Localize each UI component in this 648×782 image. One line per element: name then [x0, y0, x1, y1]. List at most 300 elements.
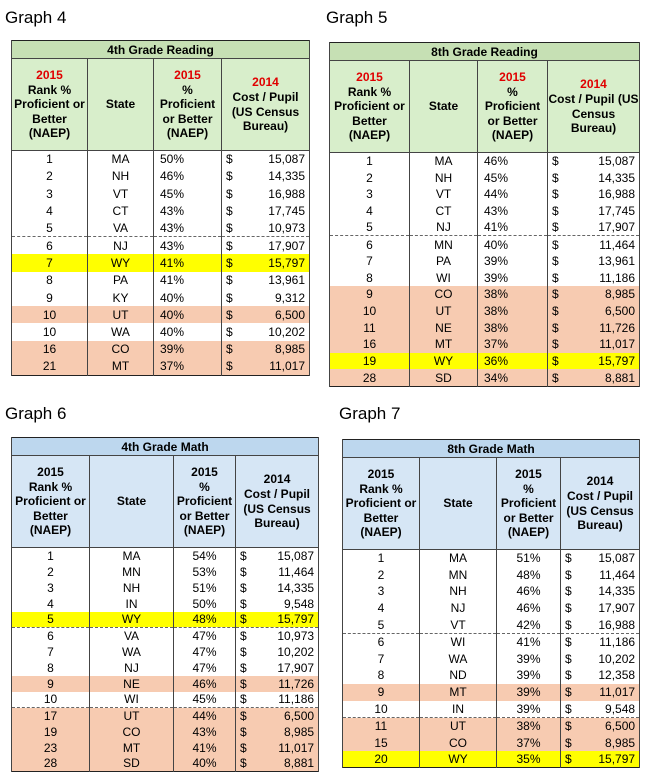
- cost-value: 15,797: [277, 612, 315, 627]
- pct-cell: 38%: [478, 319, 548, 336]
- dollar-sign: $: [240, 612, 247, 627]
- state-cell: KY: [88, 289, 154, 306]
- cost-cell: [222, 289, 310, 306]
- cost-label: Cost / Pupil (US Census Bureau): [231, 89, 300, 134]
- dollar-sign: $: [226, 186, 233, 201]
- cost-value: 13,961: [268, 273, 305, 288]
- dollar-sign: $: [565, 701, 572, 716]
- pct-cell: 48%: [497, 566, 561, 583]
- state-column-header: State: [420, 458, 497, 550]
- dollar-sign: $: [552, 354, 559, 369]
- rank-cell: 2: [12, 168, 88, 185]
- cost-cell: [222, 358, 310, 375]
- rank-cell: 8: [12, 660, 90, 676]
- dollar-sign: $: [240, 676, 247, 691]
- rank-year: 2015: [36, 67, 63, 82]
- pct-cell: 41%: [174, 740, 236, 756]
- cost-value: 8,985: [605, 735, 636, 750]
- table-row: [343, 650, 640, 667]
- table-row: [12, 724, 319, 740]
- state-cell: UT: [420, 717, 497, 734]
- dollar-sign: $: [552, 287, 559, 302]
- table-row: [12, 548, 319, 564]
- rank-cell: 4: [343, 600, 420, 617]
- cost-cell: [222, 185, 310, 202]
- pct-year: 2015: [515, 466, 542, 481]
- cost-value: 8,881: [604, 370, 635, 385]
- state-cell: IN: [90, 596, 174, 612]
- cost-value: 17,907: [277, 660, 315, 675]
- cost-cell: [236, 644, 319, 660]
- cost-column-header: [548, 61, 640, 153]
- rank-cell: 2: [12, 564, 90, 580]
- dollar-sign: $: [240, 724, 247, 739]
- table-row: [12, 756, 319, 772]
- rank-cell: 10: [12, 692, 90, 708]
- cost-value: 15,797: [268, 255, 305, 270]
- rank-column-header: [343, 458, 420, 550]
- cost-value: 15,797: [598, 752, 636, 767]
- cost-value: 11,017: [278, 740, 315, 755]
- rank-cell: 8: [12, 272, 88, 289]
- pct-cell: 37%: [154, 358, 222, 375]
- cost-value: 9,312: [274, 290, 305, 305]
- state-cell: WI: [90, 692, 174, 708]
- cost-value: 9,548: [284, 596, 315, 611]
- table-row: [330, 369, 640, 386]
- table-row: [343, 667, 640, 684]
- table-row: [330, 253, 640, 270]
- table-row: [330, 186, 640, 203]
- table-row: [330, 336, 640, 353]
- cost-value: 6,500: [284, 708, 315, 723]
- pct-cell: 51%: [497, 550, 561, 567]
- cost-cell: [561, 684, 640, 701]
- pct-cell: 34%: [478, 369, 548, 386]
- pct-cell: 42%: [497, 617, 561, 634]
- state-cell: CO: [410, 286, 478, 303]
- table-row: [12, 272, 310, 289]
- cost-cell: [236, 676, 319, 692]
- cost-value: 10,973: [268, 221, 305, 236]
- cost-value: 6,500: [274, 307, 305, 322]
- pct-cell: 46%: [478, 153, 548, 170]
- pct-cell: 36%: [478, 353, 548, 370]
- pct-cell: 40%: [154, 323, 222, 340]
- pct-label: % Proficient or Better (NAEP): [159, 82, 216, 141]
- cost-value: 11,186: [278, 692, 315, 707]
- cost-label: Cost / Pupil (US Census Bureau): [566, 488, 634, 533]
- cost-cell: [222, 254, 310, 271]
- dollar-sign: $: [565, 668, 572, 683]
- pct-cell: 44%: [174, 708, 236, 724]
- cost-cell: [222, 272, 310, 289]
- cost-cell: [548, 319, 640, 336]
- pct-year: 2015: [191, 464, 218, 479]
- rank-cell: 3: [12, 185, 88, 202]
- rank-cell: 17: [12, 708, 90, 724]
- rank-cell: 11: [343, 717, 420, 734]
- pct-cell: 46%: [497, 583, 561, 600]
- dollar-sign: $: [552, 170, 559, 185]
- rank-cell: 6: [12, 237, 88, 254]
- rank-cell: 19: [12, 724, 90, 740]
- table-row: [343, 701, 640, 718]
- table-row: [12, 580, 319, 596]
- cost-cell: [548, 253, 640, 270]
- cost-column-header: [236, 456, 319, 548]
- cost-cell: [548, 303, 640, 320]
- dollar-sign: $: [552, 253, 559, 268]
- cost-value: 8,881: [284, 756, 315, 771]
- pct-cell: 40%: [478, 236, 548, 253]
- dollar-sign: $: [565, 601, 572, 616]
- cost-column-header: [222, 59, 310, 151]
- cost-value: 16,988: [598, 617, 636, 632]
- rank-cell: 20: [343, 751, 420, 768]
- cost-cell: [236, 612, 319, 628]
- dollar-sign: $: [226, 290, 233, 305]
- pct-label: % Proficient or Better (NAEP): [484, 84, 541, 143]
- table-row: [343, 633, 640, 650]
- cost-cell: [236, 548, 319, 564]
- pct-cell: 39%: [478, 253, 548, 270]
- cost-value: 17,745: [598, 203, 635, 218]
- rank-cell: 5: [12, 220, 88, 237]
- cost-value: 17,907: [598, 601, 636, 616]
- state-cell: NJ: [90, 660, 174, 676]
- dollar-sign: $: [565, 584, 572, 599]
- table-row: [12, 596, 319, 612]
- cost-value: 15,087: [277, 548, 315, 563]
- cost-value: 10,202: [268, 325, 305, 340]
- cost-cell: [236, 580, 319, 596]
- state-cell: PA: [88, 272, 154, 289]
- table-row: [330, 353, 640, 370]
- table-row: [330, 236, 640, 253]
- dollar-sign: $: [226, 204, 233, 219]
- cost-cell: [561, 583, 640, 600]
- rank-cell: 10: [12, 323, 88, 340]
- cost-value: 10,973: [277, 628, 315, 643]
- rank-cell: 10: [12, 306, 88, 323]
- dollar-sign: $: [240, 548, 247, 563]
- pct-cell: 39%: [478, 269, 548, 286]
- table-row: [343, 566, 640, 583]
- cost-value: 11,017: [599, 337, 635, 352]
- pct-cell: 39%: [497, 684, 561, 701]
- pct-label: % Proficient or Better (NAEP): [176, 479, 233, 538]
- pct-cell: 50%: [154, 151, 222, 168]
- cost-cell: [548, 186, 640, 203]
- table-row: [12, 564, 319, 580]
- cost-cell: [561, 751, 640, 768]
- state-cell: CO: [90, 724, 174, 740]
- cost-cell: [236, 660, 319, 676]
- state-cell: UT: [90, 708, 174, 724]
- cost-value: 8,985: [604, 287, 635, 302]
- pct-cell: 39%: [497, 701, 561, 718]
- table-title: 4th Grade Math: [12, 438, 319, 456]
- dollar-sign: $: [552, 237, 559, 252]
- state-cell: MT: [88, 358, 154, 375]
- pct-cell: 51%: [174, 580, 236, 596]
- state-cell: ND: [420, 667, 497, 684]
- table-row: [343, 583, 640, 600]
- pct-cell: 43%: [154, 237, 222, 254]
- cost-cell: [548, 219, 640, 236]
- state-cell: MN: [90, 564, 174, 580]
- cost-value: 17,745: [268, 204, 305, 219]
- cost-value: 10,202: [277, 644, 315, 659]
- cost-cell: [236, 756, 319, 772]
- dollar-sign: $: [565, 635, 572, 650]
- state-cell: IN: [420, 701, 497, 718]
- table-row: [12, 708, 319, 724]
- rank-cell: 6: [330, 236, 410, 253]
- pct-column-header: [497, 458, 561, 550]
- cost-column-header: [561, 458, 640, 550]
- rank-cell: 1: [12, 548, 90, 564]
- state-cell: NE: [90, 676, 174, 692]
- pct-cell: 47%: [174, 628, 236, 644]
- table-row: [12, 151, 310, 168]
- cost-cell: [548, 353, 640, 370]
- table-row: [12, 358, 310, 375]
- pct-cell: 47%: [174, 644, 236, 660]
- state-column-header: State: [410, 61, 478, 153]
- cost-value: 11,464: [278, 564, 315, 579]
- cost-value: 14,335: [598, 584, 636, 599]
- graph-label: Graph 4: [5, 8, 67, 27]
- cost-value: 17,907: [598, 220, 635, 235]
- table-row: [12, 306, 310, 323]
- cost-year: 2014: [586, 474, 614, 489]
- rank-column-header: [330, 61, 410, 153]
- cost-cell: [222, 168, 310, 185]
- cost-cell: [548, 203, 640, 220]
- cost-label: Cost / Pupil (US Census Bureau): [548, 91, 639, 136]
- table-row: [12, 254, 310, 271]
- cost-value: 10,202: [598, 651, 636, 666]
- pct-cell: 39%: [497, 650, 561, 667]
- pct-cell: 41%: [154, 272, 222, 289]
- rank-cell: 7: [12, 644, 90, 660]
- pct-cell: 46%: [154, 168, 222, 185]
- table-row: [330, 169, 640, 186]
- graph-label: Graph 6: [5, 404, 67, 423]
- cost-value: 11,726: [599, 320, 635, 335]
- cost-cell: [561, 734, 640, 751]
- rank-cell: 4: [12, 596, 90, 612]
- cost-cell: [561, 650, 640, 667]
- cost-cell: [236, 724, 319, 740]
- dollar-sign: $: [240, 596, 247, 611]
- rank-cell: 5: [343, 617, 420, 634]
- rank-cell: 16: [12, 341, 88, 358]
- dollar-sign: $: [552, 270, 559, 285]
- table-row: [330, 269, 640, 286]
- dollar-sign: $: [226, 255, 233, 270]
- dollar-sign: $: [565, 735, 572, 750]
- pct-column-header: [174, 456, 236, 548]
- state-cell: VA: [88, 220, 154, 237]
- reading-8th-table: [329, 42, 640, 387]
- table-title: 4th Grade Reading: [12, 41, 310, 59]
- dollar-sign: $: [240, 580, 247, 595]
- cost-cell: [236, 596, 319, 612]
- rank-cell: 9: [343, 684, 420, 701]
- state-cell: WA: [420, 650, 497, 667]
- cost-cell: [222, 341, 310, 358]
- cost-value: 6,500: [604, 304, 635, 319]
- math-8th-table: [342, 439, 640, 768]
- table-row: [12, 202, 310, 219]
- table-row: [330, 219, 640, 236]
- dollar-sign: $: [552, 220, 559, 235]
- cost-value: 11,726: [278, 676, 315, 691]
- pct-cell: 41%: [497, 633, 561, 650]
- dollar-sign: $: [565, 617, 572, 632]
- state-cell: NJ: [410, 219, 478, 236]
- rank-cell: 9: [12, 289, 88, 306]
- table-row: [330, 153, 640, 170]
- state-cell: WA: [88, 323, 154, 340]
- rank-year: 2015: [367, 466, 395, 481]
- state-cell: WA: [90, 644, 174, 660]
- state-cell: NJ: [420, 600, 497, 617]
- rank-column-header: [12, 456, 90, 548]
- pct-cell: 45%: [174, 692, 236, 708]
- rank-label: Rank % Proficient or Better (NAEP): [334, 84, 405, 143]
- dollar-sign: $: [552, 320, 559, 335]
- state-cell: MT: [420, 684, 497, 701]
- rank-cell: 1: [12, 151, 88, 168]
- cost-value: 9,548: [605, 701, 636, 716]
- pct-cell: 37%: [497, 734, 561, 751]
- cost-cell: [236, 692, 319, 708]
- graph-label: Graph 5: [326, 8, 388, 27]
- dollar-sign: $: [226, 325, 233, 340]
- pct-cell: 45%: [154, 185, 222, 202]
- state-cell: NH: [88, 168, 154, 185]
- table-row: [12, 692, 319, 708]
- state-cell: CO: [88, 341, 154, 358]
- cost-cell: [222, 151, 310, 168]
- table-row: [12, 628, 319, 644]
- pct-cell: 40%: [154, 306, 222, 323]
- dollar-sign: $: [226, 359, 233, 374]
- rank-cell: 3: [12, 580, 90, 596]
- cost-cell: [561, 617, 640, 634]
- rank-cell: 16: [330, 336, 410, 353]
- state-cell: SD: [410, 369, 478, 386]
- cost-cell: [548, 336, 640, 353]
- dollar-sign: $: [226, 307, 233, 322]
- pct-cell: 38%: [478, 286, 548, 303]
- rank-cell: 4: [12, 202, 88, 219]
- table-row: [343, 734, 640, 751]
- dollar-sign: $: [240, 708, 247, 723]
- rank-cell: 5: [12, 612, 90, 628]
- dollar-sign: $: [552, 337, 559, 352]
- cost-value: 13,961: [598, 253, 635, 268]
- state-cell: PA: [410, 253, 478, 270]
- pct-cell: 47%: [174, 660, 236, 676]
- dollar-sign: $: [226, 273, 233, 288]
- cost-cell: [548, 236, 640, 253]
- math-4th-table: [11, 437, 319, 772]
- pct-year: 2015: [174, 67, 201, 82]
- pct-cell: 40%: [174, 756, 236, 772]
- cost-value: 8,985: [274, 342, 305, 357]
- pct-cell: 53%: [174, 564, 236, 580]
- cost-year: 2014: [252, 75, 279, 90]
- rank-year: 2015: [356, 69, 383, 84]
- cost-cell: [222, 202, 310, 219]
- cost-value: 16,988: [268, 186, 305, 201]
- table-row: [12, 676, 319, 692]
- cost-value: 15,087: [598, 551, 636, 566]
- pct-cell: 41%: [154, 254, 222, 271]
- pct-column-header: [478, 61, 548, 153]
- cost-value: 14,335: [268, 169, 305, 184]
- rank-cell: 6: [343, 633, 420, 650]
- dollar-sign: $: [240, 644, 247, 659]
- rank-cell: 5: [330, 219, 410, 236]
- state-cell: NH: [90, 580, 174, 596]
- rank-cell: 2: [343, 566, 420, 583]
- cost-value: 15,087: [268, 152, 305, 167]
- state-cell: NE: [410, 319, 478, 336]
- rank-cell: 10: [330, 303, 410, 320]
- rank-cell: 1: [343, 550, 420, 567]
- pct-label: % Proficient or Better (NAEP): [500, 481, 557, 540]
- state-cell: NH: [420, 583, 497, 600]
- cost-cell: [548, 153, 640, 170]
- cost-cell: [561, 550, 640, 567]
- state-cell: WY: [90, 612, 174, 628]
- cost-cell: [561, 667, 640, 684]
- cost-value: 11,186: [599, 635, 636, 650]
- state-cell: SD: [90, 756, 174, 772]
- cost-value: 11,017: [269, 359, 305, 374]
- cost-cell: [561, 717, 640, 734]
- reading-4th-table: [11, 40, 310, 376]
- rank-cell: 28: [12, 756, 90, 772]
- dollar-sign: $: [240, 628, 247, 643]
- table-row: [330, 203, 640, 220]
- cost-cell: [561, 701, 640, 718]
- cost-label: Cost / Pupil (US Census Bureau): [243, 486, 311, 531]
- dollar-sign: $: [565, 551, 572, 566]
- state-column-header: State: [88, 59, 154, 151]
- state-cell: CT: [88, 202, 154, 219]
- table-row: [343, 600, 640, 617]
- state-cell: VT: [88, 185, 154, 202]
- table-row: [12, 168, 310, 185]
- dollar-sign: $: [226, 169, 233, 184]
- state-column-header: State: [90, 456, 174, 548]
- pct-cell: 54%: [174, 548, 236, 564]
- cost-value: 11,464: [599, 237, 635, 252]
- table-row: [343, 717, 640, 734]
- table-row: [12, 660, 319, 676]
- pct-cell: 39%: [154, 341, 222, 358]
- pct-cell: 38%: [497, 717, 561, 734]
- rank-cell: 15: [343, 734, 420, 751]
- pct-cell: 38%: [478, 303, 548, 320]
